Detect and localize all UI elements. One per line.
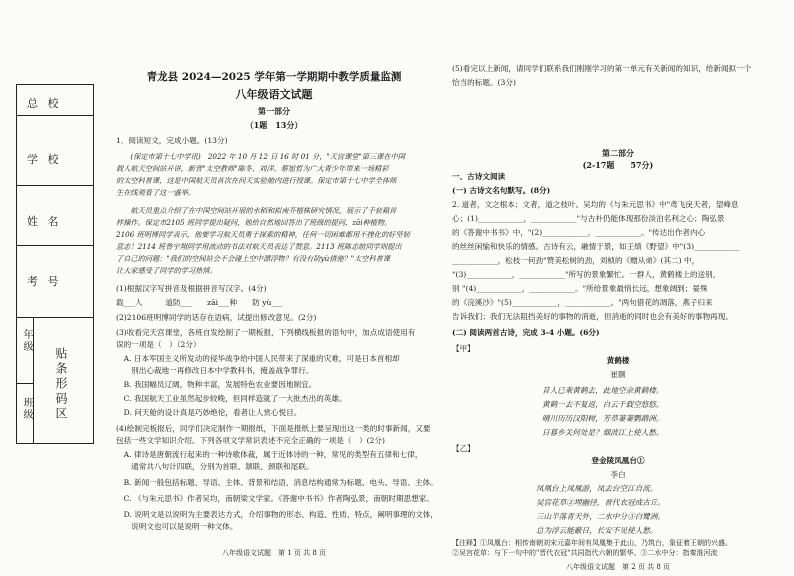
option-a-cont: 通常共八句计四联，分别为首联、颔联、颈联和尾联。 [116,462,314,471]
news-line: 载人航天空间站开讲，新晋"太空教师"陈冬、刘洋、蔡旭哲为广大青少年带来一场精彩 [116,164,389,173]
question-2-line[interactable]: 心；(1)____________，____________"与古朴仍能体现那份淡泊名利之心；陶弘景 [452,214,725,223]
sidebar-divider [17,317,93,318]
poem-a-marker: 【甲】 [452,344,475,353]
question-1-5-cont: 恰当的标题。(3分) [452,78,516,87]
option-a: A. 日本军国主义所发动的侵华战争给中国人民带来了深重的灾难，可是日本首相却 [116,354,400,363]
poem-b-line: 总为浮云能蔽日，长安不见使人愁。 [536,526,658,535]
question-2-line[interactable]: 的《答谢中书书》中，"(2)____________，____________。"传达出作者内心 [452,228,706,237]
news-line: 生在线观看了这一盛举。 [116,188,196,197]
subsection-heading: (一) 古诗文名句默写。(8分) [452,186,551,195]
sidebar-label-exam-number: 考 号 [27,275,62,288]
question-2-line[interactable]: 别 "(4)____________，____________。"所给景象最悄长远，想象阔到；晏殊 [452,284,708,293]
option-b: B. 新闻一般包括标题、导语、主体、背景和结语，消息结构通常为标题、电头、导语、主体。 [116,478,438,487]
question-1-5: (5)看完以上新闻，请同学们联系我们刚刚学习的第一单元有关新闻的知识，给新闻拟一个 [452,64,752,73]
question-1-2: (2)2106班明博同学的话存在语病，试提出修改意见。(2分) [116,313,317,322]
sidebar-label-school-district: 总 校 [27,97,62,110]
poem-b-title: 登金陵凤凰台① [591,456,645,465]
poem-b-line: 三山半落青天外，二水中分③白鹭洲。 [536,512,666,521]
option-c: C. 《与朱元思书》作者吴均，南朝梁文学家。《答谢中书书》作者陶弘景，南朝时期思想家。 [116,494,434,503]
news-line: 让大家感受了同学的学习热情。 [116,266,217,275]
news-line: 的太空科普课，这是中国航天员首次在问天实验舱内进行授课。保定市第十七中学全体师 [116,176,397,185]
poem-a-line: 黄鹤一去不复返，白云千载空悠悠。 [542,400,664,409]
annotation-note: 【注释】①凤凰台：相传南朝刘宋元嘉年间有凤凰集于此山，乃筑台，象征着王朝的兴盛。 [452,539,732,547]
page-footer: 八年级语文试题 第 2 页 共 8 页 [565,563,671,571]
sidebar-label-class: 班级 [21,397,32,421]
option-a-cont: 别出心裁地一再修改日本中学教科书，掩盖战争罪行。 [116,366,314,375]
question-1-3: (3)收看完天宫课堂，各班自发绘制了一期板报，下列横线板报的语句中，加点成语使用有 [116,328,416,337]
pinyin-blanks[interactable]: 载___人 道防___ zāi___种 防 yù___ [116,298,283,307]
sidebar-label-name: 姓 名 [27,215,62,228]
option-d-cont: 说明文也可以是说明一种文体。 [116,522,238,531]
poem-a-line: 晴川历历汉阳树，芳草萋萋鹦鹉洲。 [542,414,664,423]
sidebar-divider [17,245,93,246]
sidebar-label-grade: 年级 [21,329,32,353]
section-heading: 一、古诗文阅读 [452,172,506,181]
news-line: 了自己的问题："我们的空间站会不会碰上空中漂浮物？有没有防yù措施？"太空科普课 [116,254,391,263]
barcode-area-label: 贴条形码区 [54,347,68,422]
poem-a-line: 昔人已乘黄鹤去，此地空余黄鹤楼。 [542,386,664,395]
sidebar-divider [17,115,93,116]
poem-a-author: 崔颢 [610,370,626,379]
exam-subtitle: 八年级语文试题 [235,88,313,101]
question-2-line: 告诉我们；我们无法阻挡美好的事物的消逝，但消逝的同时也会有美好的事物再现。 [452,312,733,321]
poem-b-line: 吴宫花草②埋幽径，晋代衣冠成古丘。 [536,498,666,507]
poem-b-author: 李白 [610,470,626,479]
sidebar-divider [17,185,93,186]
poem-a-line: 日暮乡关何处是？烟波江上使人愁。 [542,428,664,437]
sidebar-label-school: 学 校 [27,153,62,166]
news-line: 样操作。保定市2105 班同学提出疑问，他给自然地回答出了班级的提问，zāi种植物。 [116,218,392,227]
question-1-1: (1)根据汉字写拼音及根据拼音写汉字。(4分) [116,284,267,293]
part-heading: 第一部分 [258,106,290,116]
part-subheading: (2-17题 57分) [582,160,654,170]
page-footer: 八年级语文试题 第 1 页 共 8 页 [221,549,327,557]
option-a: A. 律诗是唐朝流行起来的一种诗歌体裁，属于近体诗的一种，常见的类型有五律和七律， [116,450,423,459]
news-line: (保定市第十七中学讯) 2022 年 10 月 12 日 16 时 01 分，"天宫课堂"第三课在中国 [116,152,405,161]
info-sidebar [16,84,94,444]
news-line: 航天员重点介绍了在中国空间站开展的水稻和拟南芥植株研究情况，展示了手套箱首 [116,206,397,215]
part-subheading: （1题 13分） [245,120,303,130]
part-heading: 第二部分 [602,148,634,158]
option-d: D. 说明文是以说明为主要表达方式，介绍事物的形态、构造、性质、特点，阐明事理的文体， [116,510,438,519]
question-2-line[interactable]: 的《浣溪沙》"(5)____________，____________。"两句借花的凋落，燕子归来 [452,298,713,307]
option-d: D. 问天舱的设计真是巧妙绝伦，看者让人赏心悦目。 [116,408,302,417]
question-2-line[interactable]: "(3)____________，____________"所写的景象繁忙。一群人，黄鹤楼上的送别， [452,270,721,279]
question-1-3-cont: 误的一项是（ ）（2分） [116,340,201,349]
news-line-underlined: 2106 班明博同学表示，他要学习航天员勇于探索的精神，任何一切困难都用不挫化的好坚韧 [116,230,410,239]
option-b: B. 我国幅员辽阔，物种丰富，发展特色农业要因地制宜。 [116,380,317,389]
option-c: C. 我国航天工业虽然起步较晚，但同样造就了一大批杰出的英雄。 [116,394,347,403]
poem-b-marker: 【乙】 [452,444,475,453]
sidebar-divider [17,383,33,384]
question-2-line: ____________，松枝一何劲"赞美松树的劲，刘桢的《赠从弟》(其二) 中， [452,256,700,265]
news-line: 意志！2114 班鲁宇翔同学用流动的书法对航天员表达了赞意。2113 班陈志暄同学则提出 [116,242,402,251]
poem-b-line: 凤凰台上凤凰游，凤去台空江自流。 [536,484,658,493]
poem-a-title: 黄鹤楼 [606,356,630,365]
question-1-prompt: 1．阅读短文，完成小题。(13分) [116,136,228,145]
annotation-note: ②吴宫花草：与下一句中的"晋代衣冠"共同指代六朝的繁华。③二水中分：指秦淮河流 [452,549,718,557]
question-2-line[interactable]: 的丝丝闲愉和快乐的情感。古诗有云，融情于景，如王绩《野望》中"(3)____________ [452,242,740,251]
question-1-4: (4)绘制完板报后，同学们决定制作一期报纸，下面是报纸上要呈现出这一类的时事新闻，又要 [116,424,431,433]
question-2-line: 2. 道者，文之根本；文者，道之枝叶。吴均的《与朱元思书》中"鸢飞戾天者，望峰息 [452,200,739,209]
subsection-heading: (二) 阅读两首古诗，完成 3-4 小题。(6分) [452,328,600,337]
exam-title: 青龙县 2024—2025 学年第一学期期中教学质量监测 [146,71,402,83]
question-1-4-cont: 包括一些文学知识介绍。下列各项文学常识表述不完全正确的一项是（ ）(2分) [116,436,385,445]
